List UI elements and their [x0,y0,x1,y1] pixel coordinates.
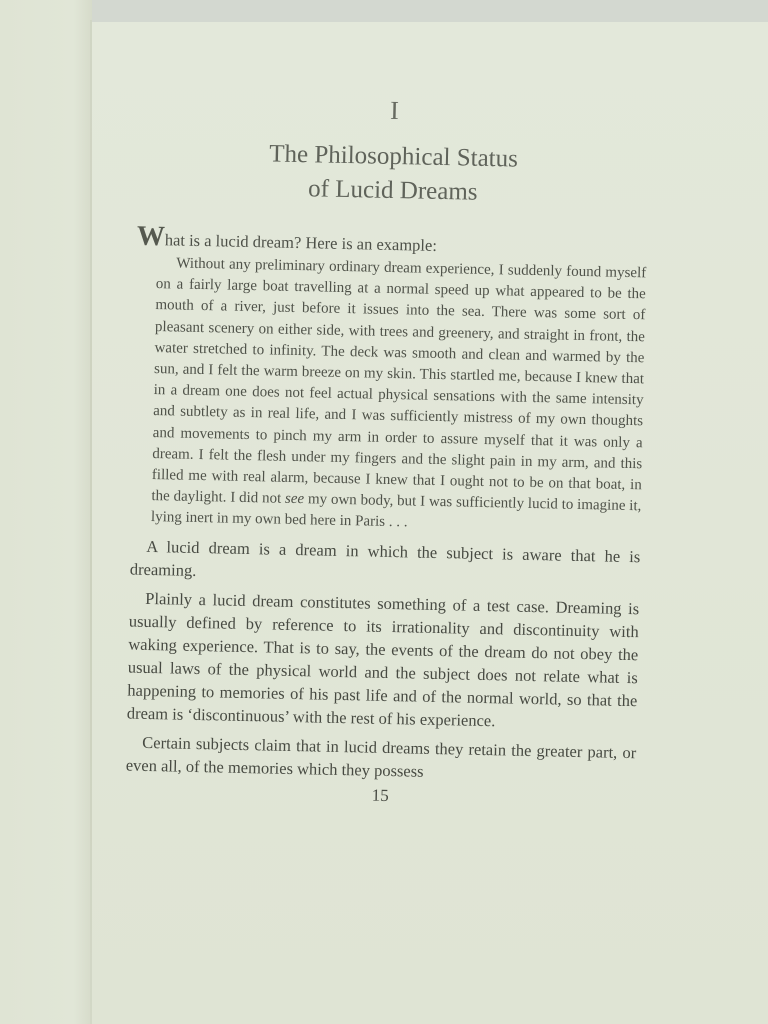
page-text-block [125,85,650,811]
quote-italic: see [284,491,305,508]
quote-text-2: my own body, but I was sufficiently lucid to imagine it, lying inert in my own bed here in Paris . . . [150,491,642,531]
body-paragraph-3: Certain subjects claim that in lucid dreams they retain the greater part, or even all, of the memories which they possess [125,732,637,781]
chapter-title-line-2: of Lucid Dreams [307,175,478,206]
quote-paragraph [151,253,647,539]
body-paragraph-2: Plainly a lucid dream constitutes something of a test case. Dreaming is usually defined by reference to its irrationality and discontinuity with waking experience. That is to say, the events of the dream do not obey the usual laws of the physical world and the subject does not relate what is happening to memories of his past life and of the normal world, so that the dream is ‘discontinuous’ with the rest of his experience. [126,588,640,730]
page-number: 15 [371,785,389,805]
quote-text-1: Without any preliminary ordinary dream experience, I suddenly found myself on a fairly large boat travelling at a normal speed up what appeared to be the mouth of a river, just before it issues into the sea. There was some sort of pleasant scenery on either side, with trees and greenery, and straight in front, the water stretched to infinity. The deck was smooth and clean and warmed by the sun, and I felt the warm breeze on my skin. This startled me, because I knew that in a dream one does not feel actual physical sensations with the same intensity and subtlety as in real life, and I was sufficiently mistress of my own thoughts and movements to pinch my arm in order to assure myself that it was only a dream. I felt the flesh under my fingers and the slight pain in my arm, and this filled me with real alarm, because I knew that I ought not to be on that boat, in the daylight. I did not [151,255,647,508]
chapter-title-line-1: The Philosophical Status [269,140,519,173]
chapter-title [138,135,649,214]
opening-text: hat is a lucid dream? Here is an example: [164,230,438,255]
body-paragraph-1: A lucid dream is a dream in which the subject is aware that he is dreaming. [129,536,641,580]
block-quote [151,253,647,539]
chapter-number: I [389,95,400,126]
drop-initial: W [136,220,166,253]
left-page-edge [0,0,92,1024]
background-surface [88,0,768,22]
